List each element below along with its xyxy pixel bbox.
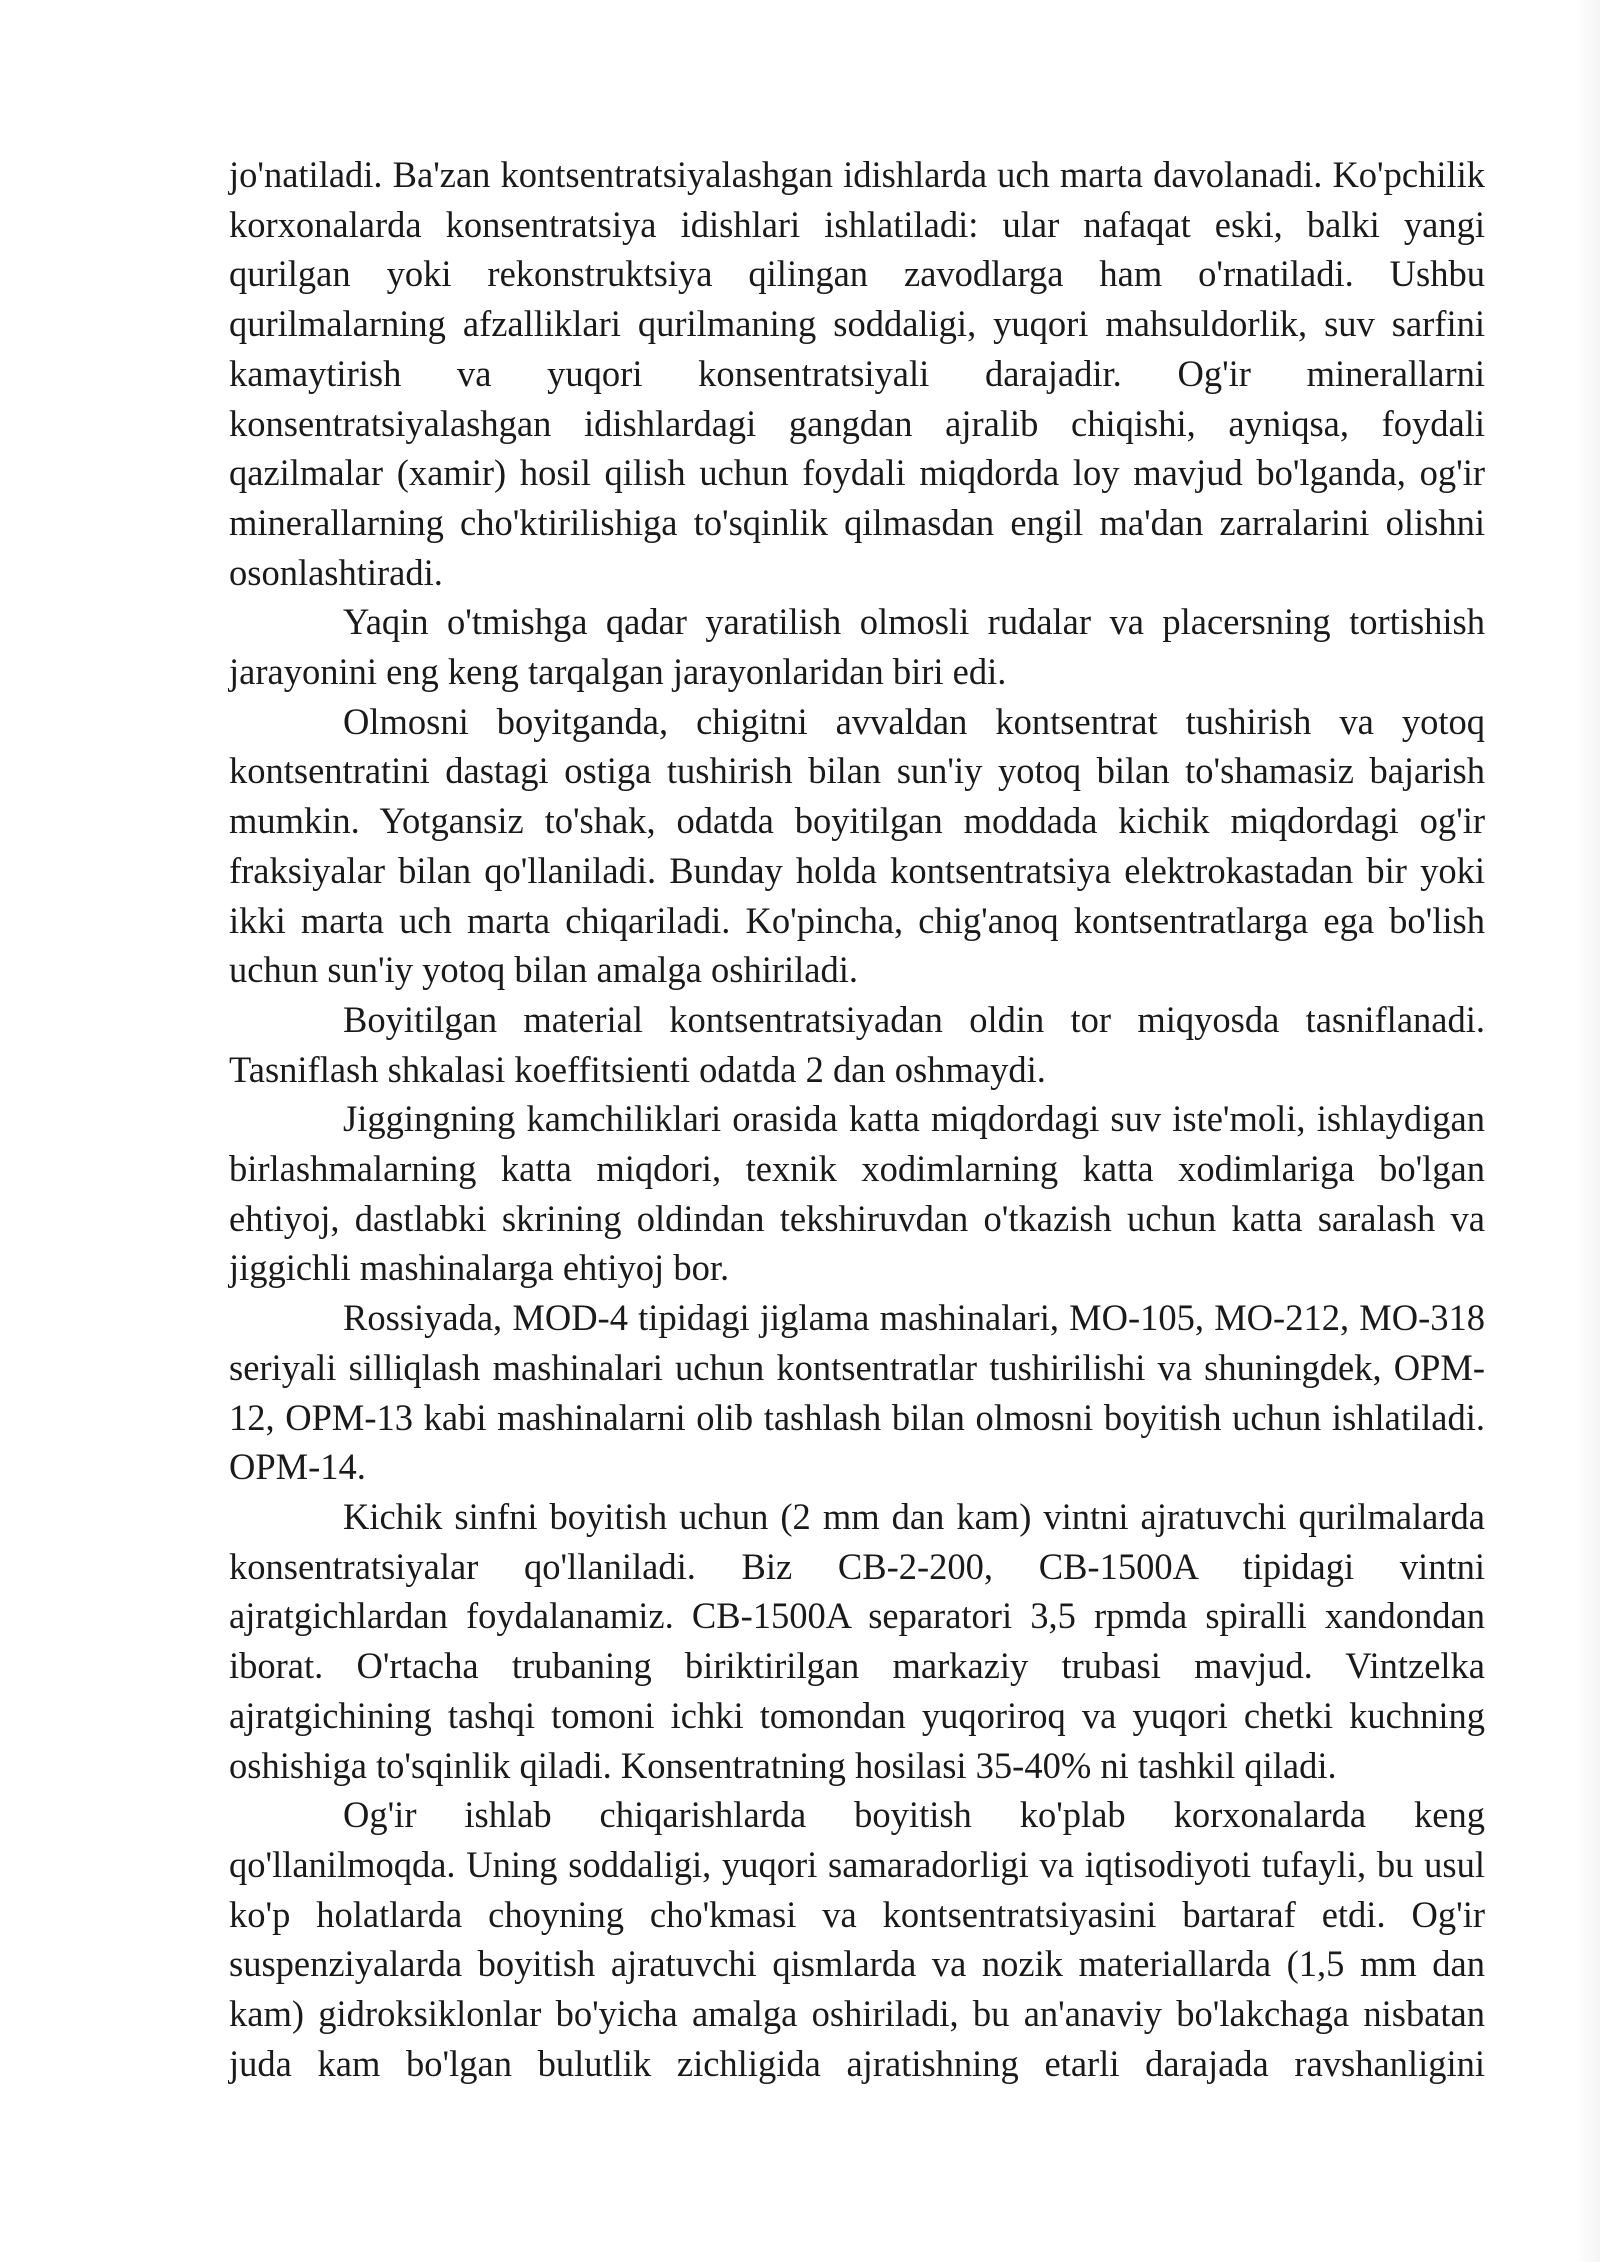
paragraph: Kichik sinfni boyitish uchun (2 mm dan kam) vintni ajratuvchi qurilmalarda konsentratsiyalar qo'llaniladi. Biz CB-2-200, CB-1500A tipidagi vintni ajratgichlardan foydalanamiz. CB-1500A separatori 3,5 rpmda spiralli xandondan iborat. O'rtacha trubaning biriktirilgan markaziy trubasi mavjud. Vintzelka ajratgichining tashqi tomoni ichki tomondan yuqoriroq va yuqori chetki kuchning oshishiga to'sqinlik qiladi. Konsentratning hosilasi 35-40% ni tashkil qiladi. <box>229 1495 1485 1786</box>
paragraph-continuation: jo'natiladi. Ba'zan kontsentratsiyalashgan idishlarda uch marta davolanadi. Ko'pchilik korxonalarda konsentratsiya idishlari ishlatiladi: ular nafaqat eski, balki yangi qurilgan yoki rekonstruktsiya qilingan zavodlarga ham o'rnatiladi. Ushbu qurilmalarning afzalliklari qurilmaning soddaligi, yuqori mahsuldorlik, suv sarfini kamaytirish va yuqori konsentratsiyali darajadir. Og'ir minerallarni konsentratsiyalashgan idishlardagi gangdan ajralib chiqishi, ayniqsa, foydali qazilmalar (xamir) hosil qilish uchun foydali miqdorda loy mavjud bo'lganda, og'ir minerallarning cho'ktirilishiga to'sqinlik qilmasdan engil ma'dan zarralarini olishni osonlashtiradi. <box>229 154 1485 593</box>
body-text <box>229 150 1485 2088</box>
paragraph: Boyitilgan material kontsentratsiyadan oldin tor miqyosda tasniflanadi. Tasniflash shkalasi koeffitsienti odatda 2 dan oshmaydi. <box>229 998 1485 1090</box>
paragraph: Olmosni boyitganda, chigitni avvaldan kontsentrat tushirish va yotoq kontsentratini dastagi ostiga tushirish bilan sun'iy yotoq bilan to'shamasiz bajarish mumkin. Yotgansiz to'shak, odatda boyitilgan moddada kichik miqdordagi og'ir fraksiyalar bilan qo'llaniladi. Bunday holda kontsentratsiya elektrokastadan bir yoki ikki marta uch marta chiqariladi. Ko'pincha, chig'anoq kontsentratlarga ega bo'lish uchun sun'iy yotoq bilan amalga oshiriladi. <box>229 700 1485 991</box>
paragraph: Jiggingning kamchiliklari orasida katta miqdordagi suv iste'moli, ishlaydigan birlashmalarning katta miqdori, texnik xodimlarning katta xodimlariga bo'lgan ehtiyoj, dastlabki skrining oldindan tekshiruvdan o'tkazish uchun katta saralash va jiggichli mashinalarga ehtiyoj bor. <box>229 1098 1485 1289</box>
paragraph: Yaqin o'tmishga qadar yaratilish olmosli rudalar va placersning tortishish jarayonini eng keng tarqalgan jarayonlaridan biri edi. <box>229 601 1485 693</box>
paragraph: Rossiyada, MOD-4 tipidagi jiglama mashinalari, MO-105, MO-212, MO-318 seriyali silliqlash mashinalari uchun kontsentratlar tushirilishi va shuningdek, OPM-12, OPM-13 kabi mashinalarni olib tashlash bilan olmosni boyitish uchun ishlatiladi. OPM-14. <box>229 1297 1485 1488</box>
paragraph-continues-next-page: Og'ir ishlab chiqarishlarda boyitish ko'plab korxonalarda keng qo'llanilmoqda. Uning soddaligi, yuqori samaradorligi va iqtisodiyoti tufayli, bu usul ko'p holatlarda choyning cho'kmasi va kontsentratsiyasini bartaraf etdi. Og'ir suspenziyalarda boyitish ajratuvchi qismlarda va nozik materiallarda (1,5 mm dan kam) gidroksiklonlar bo'yicha amalga oshiriladi, bu an'anaviy bo'lakchaga nisbatan juda kam bo'lgan bulutlik zichligida ajratishning etarli darajada ravshanligini <box>229 1794 1485 2084</box>
